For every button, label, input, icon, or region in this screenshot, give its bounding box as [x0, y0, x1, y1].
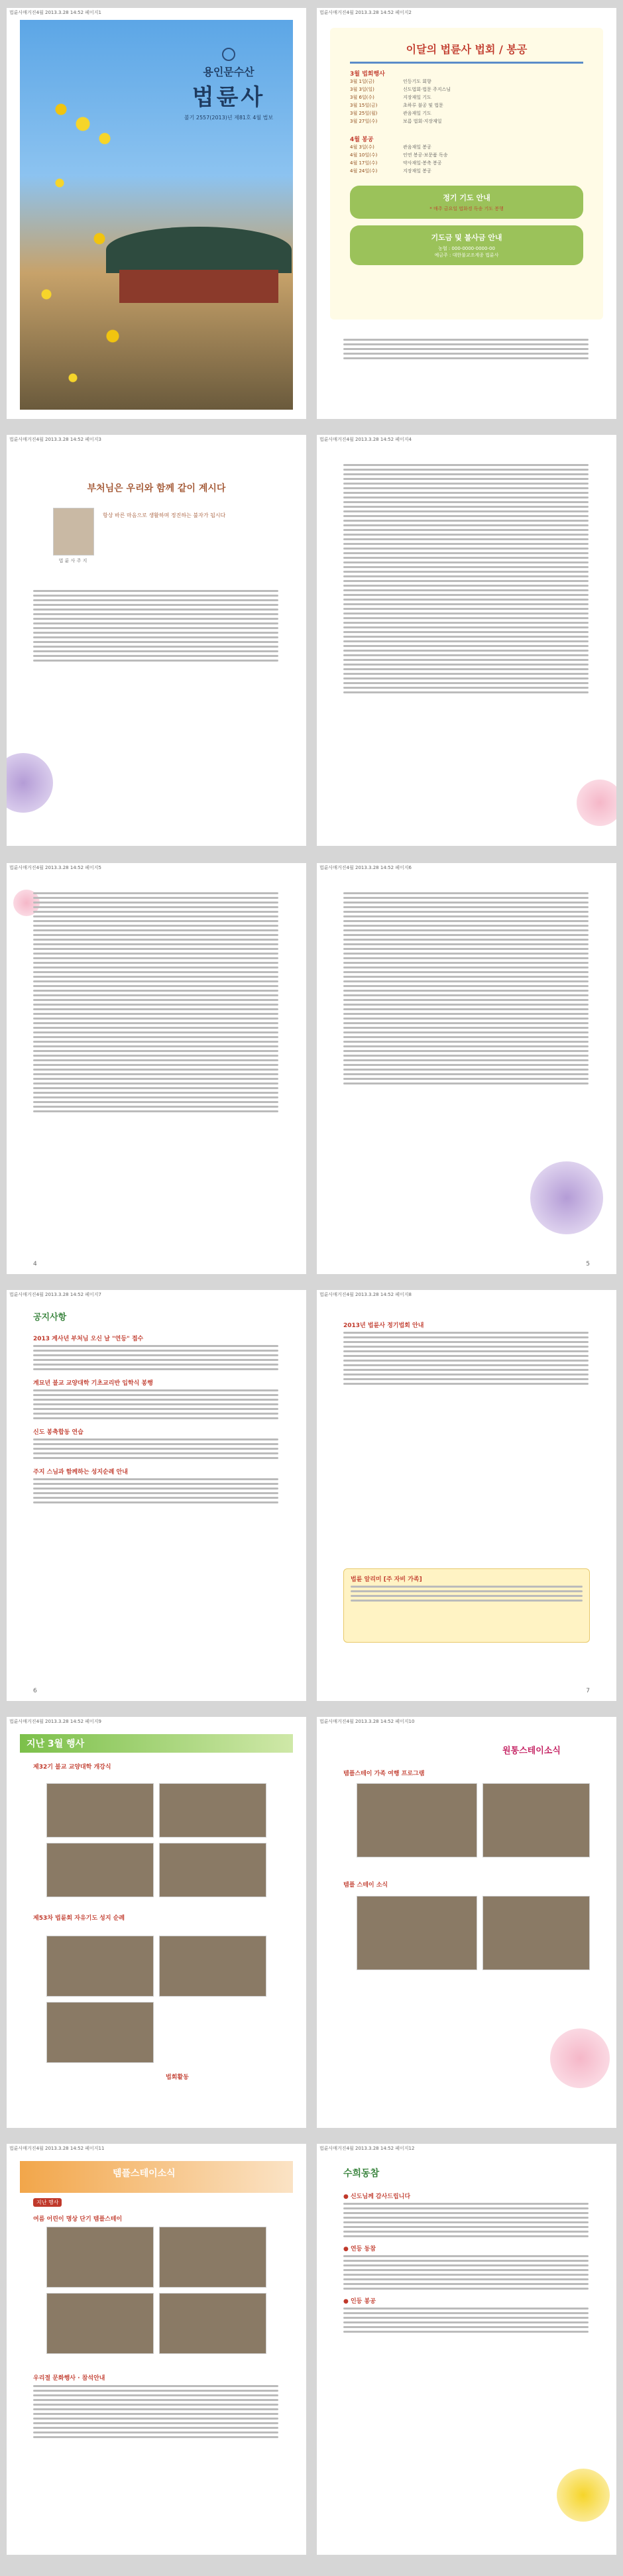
event-row: 3월 1일(금) 인등기도 회향	[350, 79, 431, 84]
event-photo	[46, 1843, 154, 1897]
past-event-tag: 지난 행사	[33, 2198, 62, 2207]
event-heading: 우리절 문화행사 · 참석안내	[33, 2375, 105, 2382]
event-row: 3월 27일(수) 보름 법회·지장재일	[350, 119, 442, 124]
crop-mark: 법륜사매거진4월 2013.3.28 14:52 페이지2	[319, 10, 412, 15]
event-row: 3월 3일(일) 신도법회·법문 주지스님	[350, 87, 451, 92]
event-row: 4월 3일(수) 관음재일 봉공	[350, 145, 431, 150]
page-last-month-events	[7, 1717, 306, 2128]
event-photo	[46, 2002, 154, 2063]
event-photo	[357, 1896, 477, 1970]
blossom-cluster-illustration	[46, 88, 119, 160]
event-list	[350, 143, 583, 175]
decorative-circle	[577, 780, 616, 826]
article-body	[343, 461, 589, 696]
event-photo	[159, 2227, 266, 2288]
page-notices	[7, 1290, 306, 1701]
page-article-3	[7, 863, 306, 1274]
blossom-branch-illustration	[20, 127, 152, 406]
donation-box-line1: 농협 : 000-0000-0000-00	[438, 246, 495, 251]
cover-masthead	[172, 48, 285, 121]
donations-title: 수희동참	[343, 2168, 380, 2179]
page-templestay-events	[7, 2144, 306, 2555]
schedule-panel	[330, 28, 603, 320]
templestay-title: 원통스테이소식	[502, 1746, 561, 1756]
prayer-box-text: * 매주 금요일 법화경 독송 기도 봉행	[429, 206, 504, 211]
article-body	[343, 890, 589, 1087]
page-number: 5	[586, 1261, 590, 1267]
event-heading: 템플 스테이 소식	[343, 1882, 388, 1889]
notice-heading: 계묘년 불교 교양대학 기초교리반 입학식 봉행	[33, 1380, 153, 1387]
event-photo	[46, 1936, 154, 1997]
event-photo	[46, 2227, 154, 2288]
cover-title-small: 용인문수산	[203, 66, 255, 78]
event-heading: 여름 어린이 명상 단기 템플스테이	[33, 2216, 123, 2223]
event-row: 3월 6일(수) 지장재일 기도	[350, 95, 431, 100]
page-templestay-news	[317, 1717, 616, 2128]
page-article-continued	[317, 435, 616, 846]
highlight-box-title: 법륜 알리미 [주 자비 가족]	[351, 1576, 422, 1583]
page-dharma-talk	[7, 435, 306, 846]
event-photo	[159, 1783, 266, 1838]
article-body	[33, 587, 278, 664]
event-heading: 제32기 불교 교양대학 개강식	[33, 1764, 111, 1771]
event-photo	[46, 2293, 154, 2354]
cover-title-big: 법륜사	[192, 84, 266, 111]
logo-icon	[222, 48, 235, 61]
crop-mark: 법륜사매거진4월 2013.3.28 14:52 페이지12	[319, 2146, 415, 2151]
article-quote: 항상 바른 마음으로 생활하며 정진하는 불자가 됩시다	[103, 512, 226, 518]
notice-heading: 주지 스님과 함께하는 성지순례 안내	[33, 1469, 128, 1476]
event-list	[350, 78, 583, 125]
section-heading: ● 연등 동참	[343, 2246, 376, 2253]
crop-mark: 법륜사매거진4월 2013.3.28 14:52 페이지9	[9, 1719, 102, 1724]
templestay-title: 템플스테이소식	[113, 2168, 176, 2179]
decorative-circle	[530, 1161, 603, 1234]
page-number: 4	[33, 1261, 37, 1267]
donation-box-line2: 예금주 : 대한불교조계종 법륜사	[434, 253, 499, 258]
decorative-circle	[557, 2469, 610, 2522]
section-heading: 3월 법회행사	[350, 71, 385, 78]
events-title: 지난 3월 행사	[27, 1739, 85, 1749]
event-photo	[482, 1896, 590, 1970]
page-cover	[7, 8, 306, 419]
event-photo	[159, 1936, 266, 1997]
section-heading: ● 인등 봉공	[343, 2298, 376, 2305]
article-author: 법 륜 사 주 지	[58, 558, 87, 563]
page-regular-services	[317, 1290, 616, 1701]
event-photo	[357, 1783, 477, 1857]
event-heading: 법회활동	[166, 2074, 189, 2081]
event-body	[33, 2382, 278, 2441]
event-row: 4월 10일(수) 인연 봉공·보문품 독송	[350, 152, 448, 158]
notice-heading: 2013 계사년 부처님 오신 날 "연등" 접수	[33, 1336, 144, 1342]
schedule-title: 이달의 법륜사 법회 / 봉공	[406, 43, 528, 56]
crop-mark: 법륜사매거진4월 2013.3.28 14:52 페이지1	[9, 10, 102, 15]
section-heading: 4월 봉공	[350, 137, 374, 143]
notice-heading: 신도 봉축합동 연습	[33, 1429, 84, 1436]
event-row: 4월 17일(수) 약사재일·봉축 봉공	[350, 160, 442, 166]
page-donations	[317, 2144, 616, 2555]
event-photo	[482, 1783, 590, 1857]
page-article-4	[317, 863, 616, 1274]
donation-box	[350, 225, 583, 265]
page-number: 7	[586, 1688, 590, 1694]
event-photo	[159, 1843, 266, 1897]
crop-mark: 법륜사매거진4월 2013.3.28 14:52 페이지4	[319, 437, 412, 442]
decorative-circle	[550, 2028, 610, 2088]
section-heading: ● 신도님께 감사드립니다	[343, 2194, 411, 2200]
event-row: 3월 15일(금) 초하루 불공 및 법문	[350, 103, 443, 108]
donation-box-title: 기도금 및 불사금 안내	[431, 233, 502, 242]
crop-mark: 법륜사매거진4월 2013.3.28 14:52 페이지10	[319, 1719, 415, 1724]
crop-mark: 법륜사매거진4월 2013.3.28 14:52 페이지11	[9, 2146, 105, 2151]
crop-mark: 법륜사매거진4월 2013.3.28 14:52 페이지5	[9, 865, 102, 870]
event-photo	[159, 2293, 266, 2354]
event-row: 3월 25일(월) 관음재일 기도	[350, 111, 431, 116]
crop-mark: 법륜사매거진4월 2013.3.28 14:52 페이지6	[319, 865, 412, 870]
crop-mark: 법륜사매거진4월 2013.3.28 14:52 페이지8	[319, 1292, 412, 1297]
crop-mark: 법륜사매거진4월 2013.3.28 14:52 페이지7	[9, 1292, 102, 1297]
event-heading: 제53차 법륜회 자유기도 성지 순례	[33, 1915, 125, 1922]
page-schedule	[317, 8, 616, 419]
section-heading: 2013년 법륜사 정기법회 안내	[343, 1322, 424, 1329]
crop-mark: 법륜사매거진4월 2013.3.28 14:52 페이지3	[9, 437, 102, 442]
decorative-circle	[7, 753, 53, 813]
article-body	[33, 890, 278, 1115]
event-heading: 템플스테이 가족 여행 프로그램	[343, 1771, 425, 1777]
page-number: 6	[33, 1688, 37, 1694]
footer-contact	[343, 336, 589, 362]
event-row: 4월 24일(수) 지장재일 봉공	[350, 168, 431, 174]
article-title: 부처님은 우리와 함께 같이 계시다	[87, 483, 226, 494]
monk-portrait	[53, 508, 94, 556]
highlight-box	[343, 1568, 590, 1643]
prayer-box	[350, 186, 583, 219]
cover-issue: 불기 2557(2013)년 제81호 4월 법보	[184, 115, 274, 121]
prayer-box-title: 정기 기도 안내	[443, 194, 490, 202]
notices-title: 공지사항	[33, 1313, 67, 1322]
event-photo	[46, 1783, 154, 1838]
